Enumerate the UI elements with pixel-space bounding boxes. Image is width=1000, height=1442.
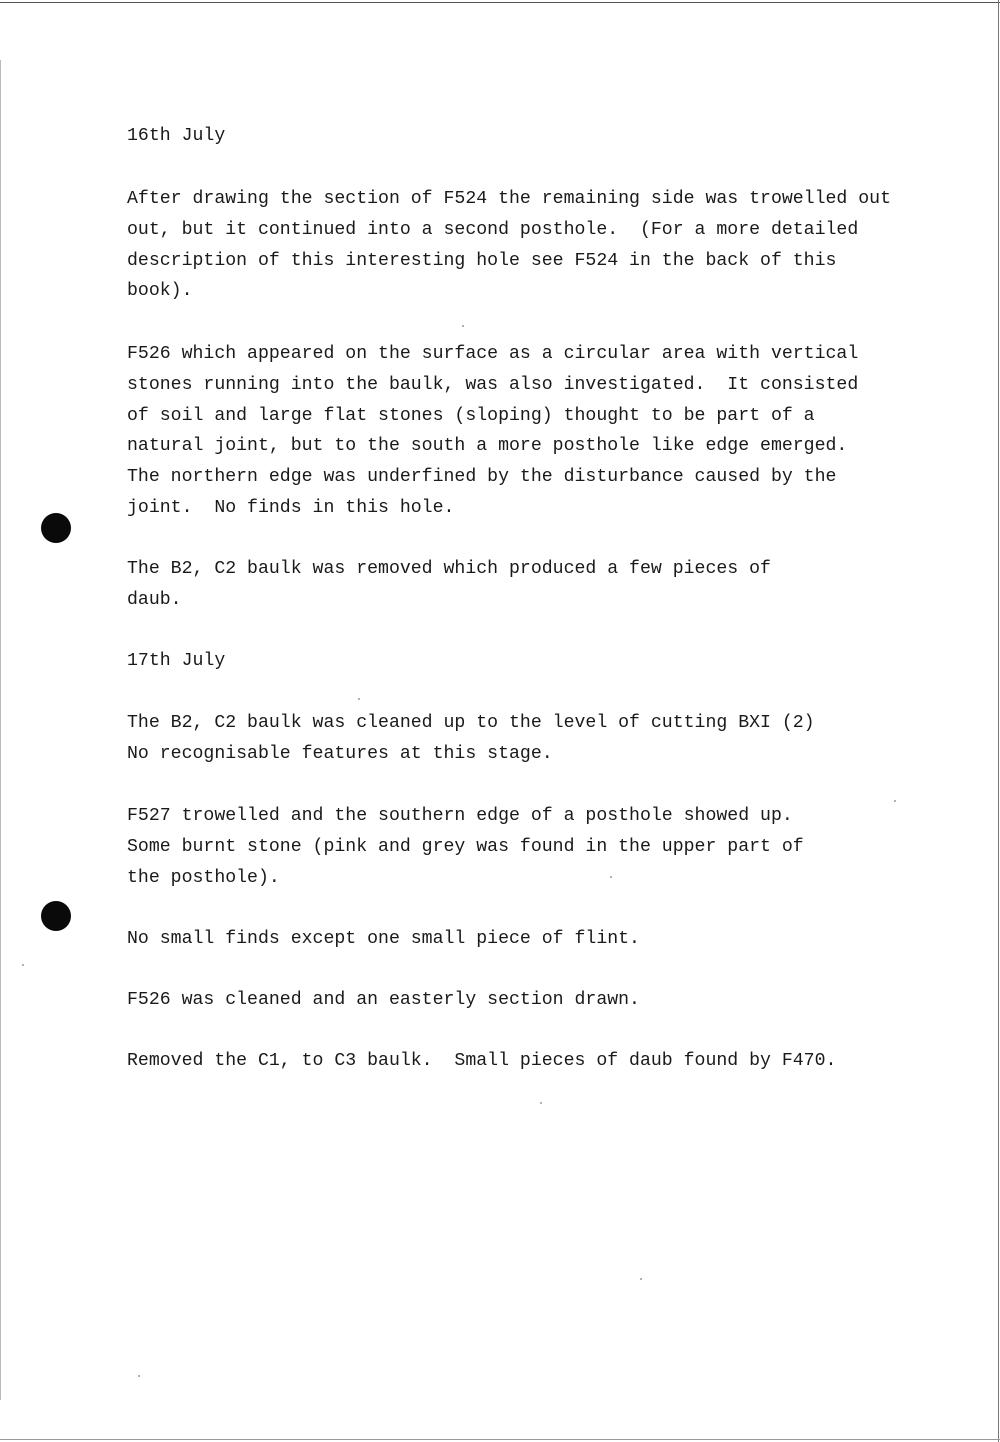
paragraph-f526-cleaned: F526 was cleaned and an easterly section drawn.: [127, 990, 640, 1010]
paragraph-f527-trowelled: F527 trowelled and the southern edge of a posthole showed up. Some burnt stone (pink and grey was found in the upper part of the posthole).: [127, 806, 804, 888]
paragraph-f526-investigation: F526 which appeared on the surface as a circular area with vertical stones running into the baulk, was also investigated. It consisted of soil and large flat stones (sloping) thought to be part of a natural joint, but to the south a more posthole like edge emerged. The northern edge was underfined by the disturbance caused by the joint. No finds in this hole.: [127, 344, 859, 518]
scan-speck: [640, 1278, 642, 1280]
page-edge-right: [998, 0, 999, 1442]
paragraph-b2-c2-baulk-cleaned: The B2, C2 baulk was cleaned up to the level of cutting BXI (2) No recognisable features at this stage.: [127, 713, 815, 764]
date-heading-16th-july: 16th July: [127, 126, 226, 146]
scan-speck: [540, 1102, 542, 1104]
paragraph-b2-c2-baulk-removed: The B2, C2 baulk was removed which produced a few pieces of daub.: [127, 559, 771, 610]
scan-speck: [22, 964, 24, 966]
page-edge-top: [0, 2, 1000, 3]
page-edge-left: [0, 60, 1, 1400]
paragraph-small-finds: No small finds except one small piece of flint.: [127, 929, 640, 949]
punch-hole-upper: [41, 513, 71, 543]
date-heading-17th-july: 17th July: [127, 651, 226, 671]
punch-hole-lower: [41, 901, 71, 931]
scan-speck: [358, 698, 360, 700]
paragraph-f524-section: After drawing the section of F524 the remaining side was trowelled out out, but it continued into a second posthole. (For a more detailed description of this interesting hole see F524 in the back of this book).: [127, 189, 891, 302]
scan-speck: [462, 325, 464, 327]
scan-speck: [138, 1375, 140, 1377]
paragraph-c1-c3-baulk: Removed the C1, to C3 baulk. Small pieces of daub found by F470.: [127, 1051, 837, 1071]
page-edge-bottom: [0, 1439, 1000, 1440]
